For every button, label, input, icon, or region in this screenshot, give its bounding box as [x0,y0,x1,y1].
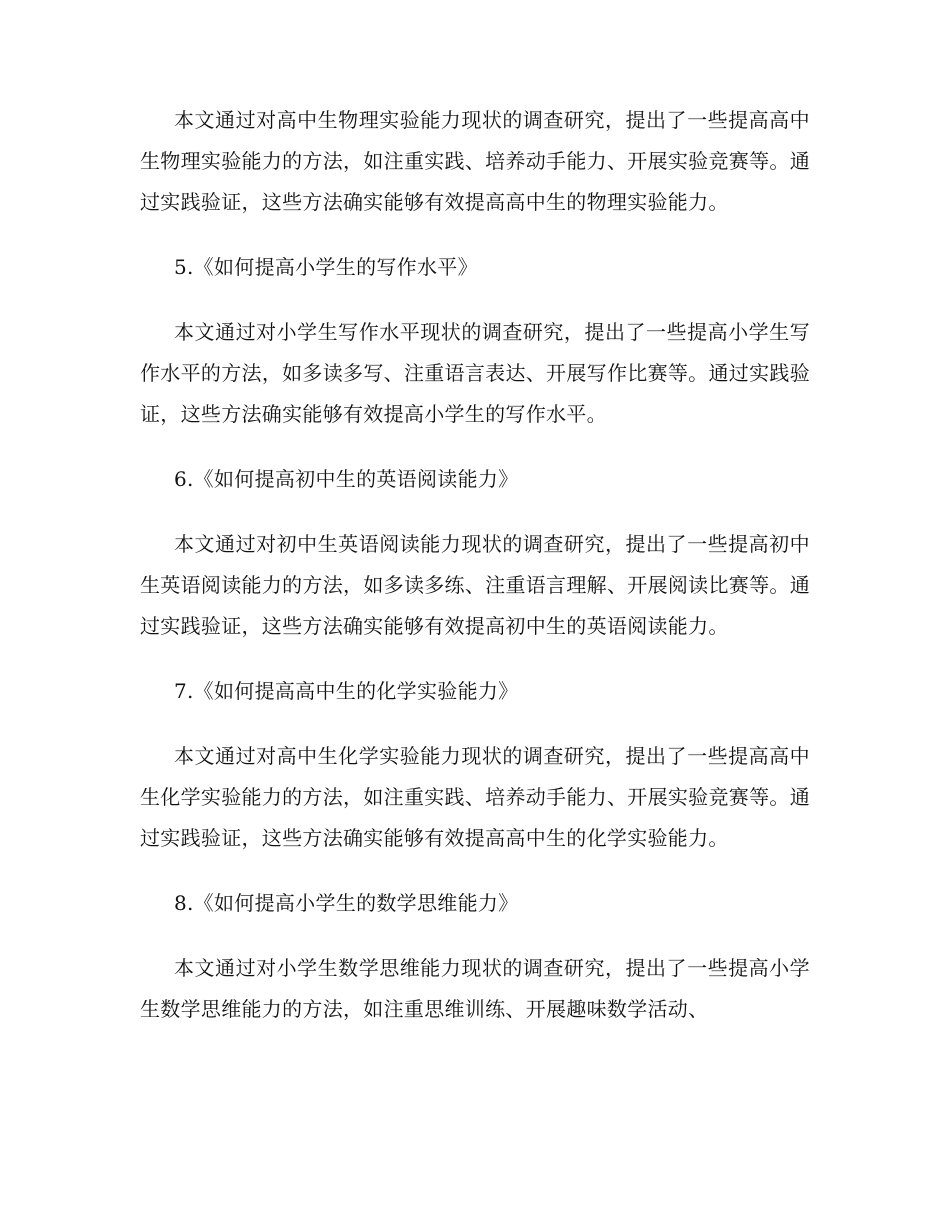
heading-item-8: 8.《如何提高小学生的数学思维能力》 [174,891,519,915]
paragraph-physics-summary: 本文通过对高中生物理实验能力现状的调查研究，提出了一些提高高中生物理实验能力的方法，如注重实践、培养动手能力、开展实验竞赛等。通过实践验证，这些方法确实能够有效提高高中生的物理实验能力。 [140,108,810,214]
paragraph-chemistry-summary: 本文通过对高中生化学实验能力现状的调查研究，提出了一些提高高中生化学实验能力的方法，如注重实践、培养动手能力、开展实验竞赛等。通过实践验证，这些方法确实能够有效提高高中生的化学实验能力。 [140,744,810,850]
paragraph-math-summary: 本文通过对小学生数学思维能力现状的调查研究，提出了一些提高小学生数学思维能力的方法，如注重思维训练、开展趣味数学活动、 [140,956,810,1021]
heading-item-7: 7.《如何提高高中生的化学实验能力》 [174,679,519,703]
heading-item-6: 6.《如何提高初中生的英语阅读能力》 [174,467,519,491]
paragraph-english-summary: 本文通过对初中生英语阅读能力现状的调查研究，提出了一些提高初中生英语阅读能力的方法，如多读多练、注重语言理解、开展阅读比赛等。通过实践验证，这些方法确实能够有效提高初中生的英语阅读能力。 [140,532,810,638]
heading-item-5: 5.《如何提高小学生的写作水平》 [174,255,478,279]
paragraph-writing-summary: 本文通过对小学生写作水平现状的调查研究，提出了一些提高小学生写作水平的方法，如多读多写、注重语言表达、开展写作比赛等。通过实践验证，这些方法确实能够有效提高小学生的写作水平。 [140,320,810,426]
document-body [140,100,810,1054]
